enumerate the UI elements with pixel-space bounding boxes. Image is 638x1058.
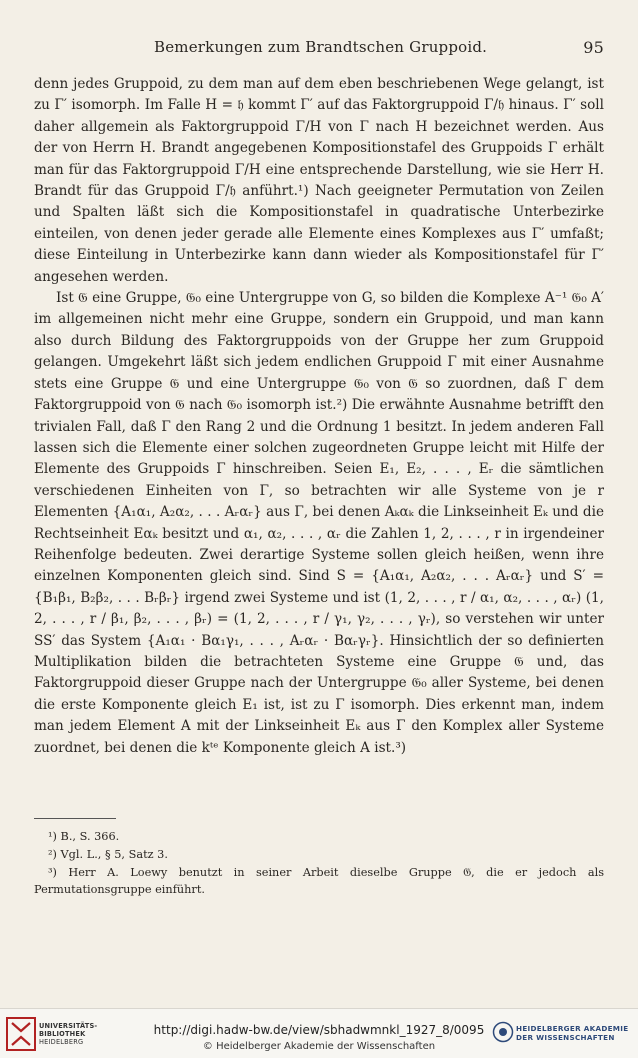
body-text	[34, 74, 604, 759]
library-logo-text: UNIVERSITÄTS- BIBLIOTHEK HEIDELBERG	[39, 1022, 98, 1046]
page-number: 95	[583, 38, 604, 57]
running-header	[34, 38, 604, 60]
permalink-url[interactable]: http://digi.hadw-bw.de/view/sbhadwmnkl_1927_8/0095	[153, 1023, 485, 1037]
footnote: ¹) B., S. 366.	[48, 830, 120, 843]
footer-bar	[0, 1008, 638, 1058]
footnote: ³) Herr A. Loewy benutzt in seiner Arbeit dieselbe Gruppe 𝔊, die er jedoch als Permutationsgruppe einführt.	[34, 866, 604, 896]
academy-logo[interactable]	[492, 1021, 632, 1051]
footnote-divider	[34, 818, 116, 819]
paragraph: denn jedes Gruppoid, zu dem man auf dem eben beschriebenen Wege gelangt, ist zu Γ′ isomorph. Im Falle H = 𝔥 kommt Γ′ auf das Faktorgruppoid Γ/𝔥 hinaus. Γ′ soll daher allgemein als Faktorgruppoid Γ/H von Γ nach H bezeichnet werden. Aus der von Herrn H. Brandt angegebenen Kompositionstafel des Gruppoids Γ erhält man für das Faktorgruppoid Γ/H eine entsprechende Darstellung, wie sie Herr H. Brandt für das Gruppoid Γ/𝔥 anführt.¹) Nach geeigneter Permutation von Zeilen und Spalten läßt sich die Kompositionstafel in quadratische Unterbezirke einteilen, von denen jeder gerade alle Elemente eines Komplexes aus Γ′ umfaßt; diese Einteilung in Unterbezirke kann dann wieder als Kompositionstafel für Γ′ angesehen werden.	[34, 76, 604, 285]
paragraph: Ist 𝔊 eine Gruppe, 𝔊₀ eine Untergruppe von G, so bilden die Komplexe A⁻¹ 𝔊₀ A′ im allgemeinen nicht mehr eine Gruppe, sondern ein Gruppoid, und man kann also durch Bildung des Faktorgruppoids von der Gruppe her zum Gruppoid gelangen. Umgekehrt läßt sich jedem endlichen Gruppoid Γ mit einer Ausnahme stets eine Gruppe 𝔊 und eine Untergruppe 𝔊₀ von 𝔊 so zuordnen, daß Γ dem Faktorgruppoid von 𝔊 nach 𝔊₀ isomorph ist.²) Die erwähnte Ausnahme betrifft den trivialen Fall, daß Γ den Rang 2 und die Ordnung 1 besitzt. In jedem anderen Fall lassen sich die Elemente einer solchen zugeordneten Gruppe leicht mit Hilfe der Elemente des Gruppoids Γ hinschreiben. Seien E₁, E₂, . . . , Eᵣ die sämtlichen verschiedenen Einheiten von Γ, so betrachten wir alle Systeme von je r Elementen {A₁α₁, A₂α₂, . . . Aᵣαᵣ} aus Γ, bei denen Aₖαₖ die Linkseinheit Eₖ und die Rechtseinheit Eαₖ besitzt und α₁, α₂, . . . , αᵣ die Zahlen 1, 2, . . . , r in irgendeiner Reihenfolge bedeuten. Zwei derartige Systeme sollen gleich heißen, wenn ihre einzelnen Komponenten gleich sind. Sind S = {A₁α₁, A₂α₂, . . . Aᵣαᵣ} und S′ = {B₁β₁, B₂β₂, . . . Bᵣβᵣ} irgend zwei Systeme und ist (1, 2, . . . , r / α₁, α₂, . . . , αᵣ) (1, 2, . . . , r / β₁, β₂, . . . , βᵣ) = (1, 2, . . . , r / γ₁, γ₂, . . . , γᵣ), so verstehen wir unter SS′ das System {A₁α₁ · Bα₁γ₁, . . . , Aᵣαᵣ · Bαᵣγᵣ}. Hinsichtlich der so definierten Multiplikation bilden die betrachteten Systeme eine Gruppe 𝔊 und, das Faktorgruppoid dieser Gruppe nach der Untergruppe 𝔊₀ aller Systeme, bei denen die erste Komponente gleich E₁ ist, ist zu Γ isomorph. Dies erkennt man, indem man jedem Element A mit der Linkseinheit Eₖ aus Γ den Komplex aller Systeme zuordnet, bei denen die kᵗᵉ Komponente gleich A ist.³)	[34, 290, 604, 756]
header-title: Bemerkungen zum Brandtschen Gruppoid.	[154, 38, 488, 56]
academy-logo-text: HEIDELBERGER AKADEMIE DER WISSENSCHAFTEN	[516, 1024, 629, 1042]
academy-emblem-icon	[492, 1021, 514, 1043]
copyright-notice: © Heidelberger Akademie der Wissenschaften	[202, 1041, 436, 1052]
footnote: ²) Vgl. L., § 5, Satz 3.	[48, 848, 168, 861]
